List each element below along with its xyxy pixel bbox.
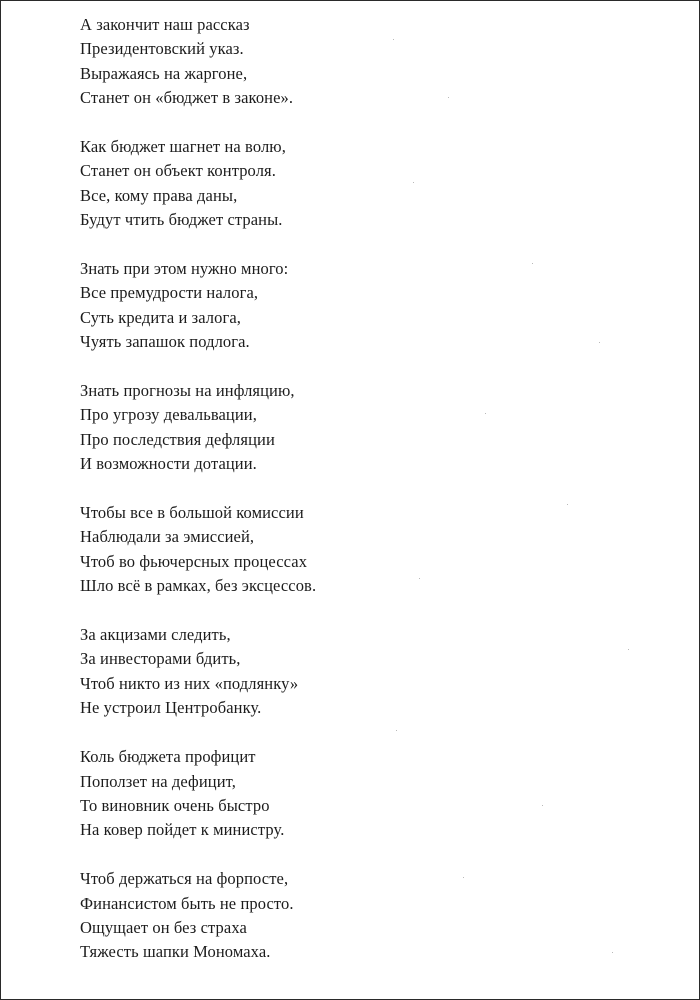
poem-line: Знать при этом нужно много: — [80, 259, 289, 279]
scan-speck — [628, 649, 629, 650]
poem-line: Тяжесть шапки Мономаха. — [80, 942, 271, 962]
stanza — [80, 867, 640, 965]
scan-speck — [393, 39, 394, 40]
poem-line: Наблюдали за эмиссией, — [80, 527, 255, 547]
poem-line: Президентовский указ. — [80, 39, 244, 59]
poem-line: Суть кредита и залога, — [80, 307, 242, 327]
poem — [80, 13, 640, 989]
poem-line: Коль бюджета профицит — [80, 747, 256, 767]
stanza — [80, 257, 640, 355]
poem-line: Как бюджет шагнет на волю, — [80, 137, 286, 157]
poem-line: Чуять запашок подлога. — [80, 332, 250, 352]
poem-line: За инвесторами бдить, — [80, 649, 241, 669]
stanza — [80, 135, 640, 233]
stanza — [80, 623, 640, 721]
poem-line: Знать прогнозы на инфляцию, — [80, 381, 295, 401]
poem-line: Чтоб никто из них «подлянку» — [80, 673, 299, 693]
stanza — [80, 379, 640, 477]
scan-speck — [532, 263, 533, 264]
poem-line: Все премудрости налога, — [80, 283, 259, 303]
poem-line: На ковер пойдет к министру. — [80, 820, 285, 840]
poem-line: Про последствия дефляции — [80, 429, 275, 449]
poem-line: Чтоб во фьючерсных процессах — [80, 551, 308, 571]
scan-speck — [542, 805, 543, 806]
scan-speck — [612, 952, 613, 953]
poem-line: Чтоб держаться на форпосте, — [80, 869, 289, 889]
poem-line: Все, кому права даны, — [80, 185, 238, 205]
poem-line: Финансистом быть не просто. — [80, 893, 294, 913]
scan-speck — [463, 877, 464, 878]
poem-line: Чтобы все в большой комиссии — [80, 503, 304, 523]
poem-line: За акцизами следить, — [80, 625, 231, 645]
stanza — [80, 501, 640, 599]
poem-line: А закончит наш рассказ — [80, 15, 250, 34]
poem-line: Выражаясь на жаргоне, — [80, 63, 248, 83]
poem-line: Поползет на дефицит, — [80, 771, 236, 791]
scan-speck — [567, 504, 568, 505]
poem-line: Будут чтить бюджет страны. — [80, 210, 283, 230]
poem-line: И возможности дотации. — [80, 454, 257, 474]
poem-line: Станет он объект контроля. — [80, 161, 276, 181]
scan-speck — [448, 97, 449, 98]
poem-line: Ощущает он без страха — [80, 917, 247, 937]
scan-speck — [485, 413, 486, 414]
scan-speck — [419, 578, 420, 579]
poem-line: Шло всё в рамках, без эксцессов. — [80, 576, 317, 596]
poem-line: Не устроил Центробанку. — [80, 698, 262, 718]
poem-line: То виновник очень быстро — [80, 795, 270, 815]
stanza — [80, 13, 640, 111]
scan-speck — [396, 730, 397, 731]
stanza — [80, 745, 640, 843]
scan-speck — [413, 182, 414, 183]
scan-speck — [599, 342, 600, 343]
poem-line: Станет он «бюджет в законе». — [80, 88, 294, 108]
poem-line: Про угрозу девальвации, — [80, 405, 257, 425]
